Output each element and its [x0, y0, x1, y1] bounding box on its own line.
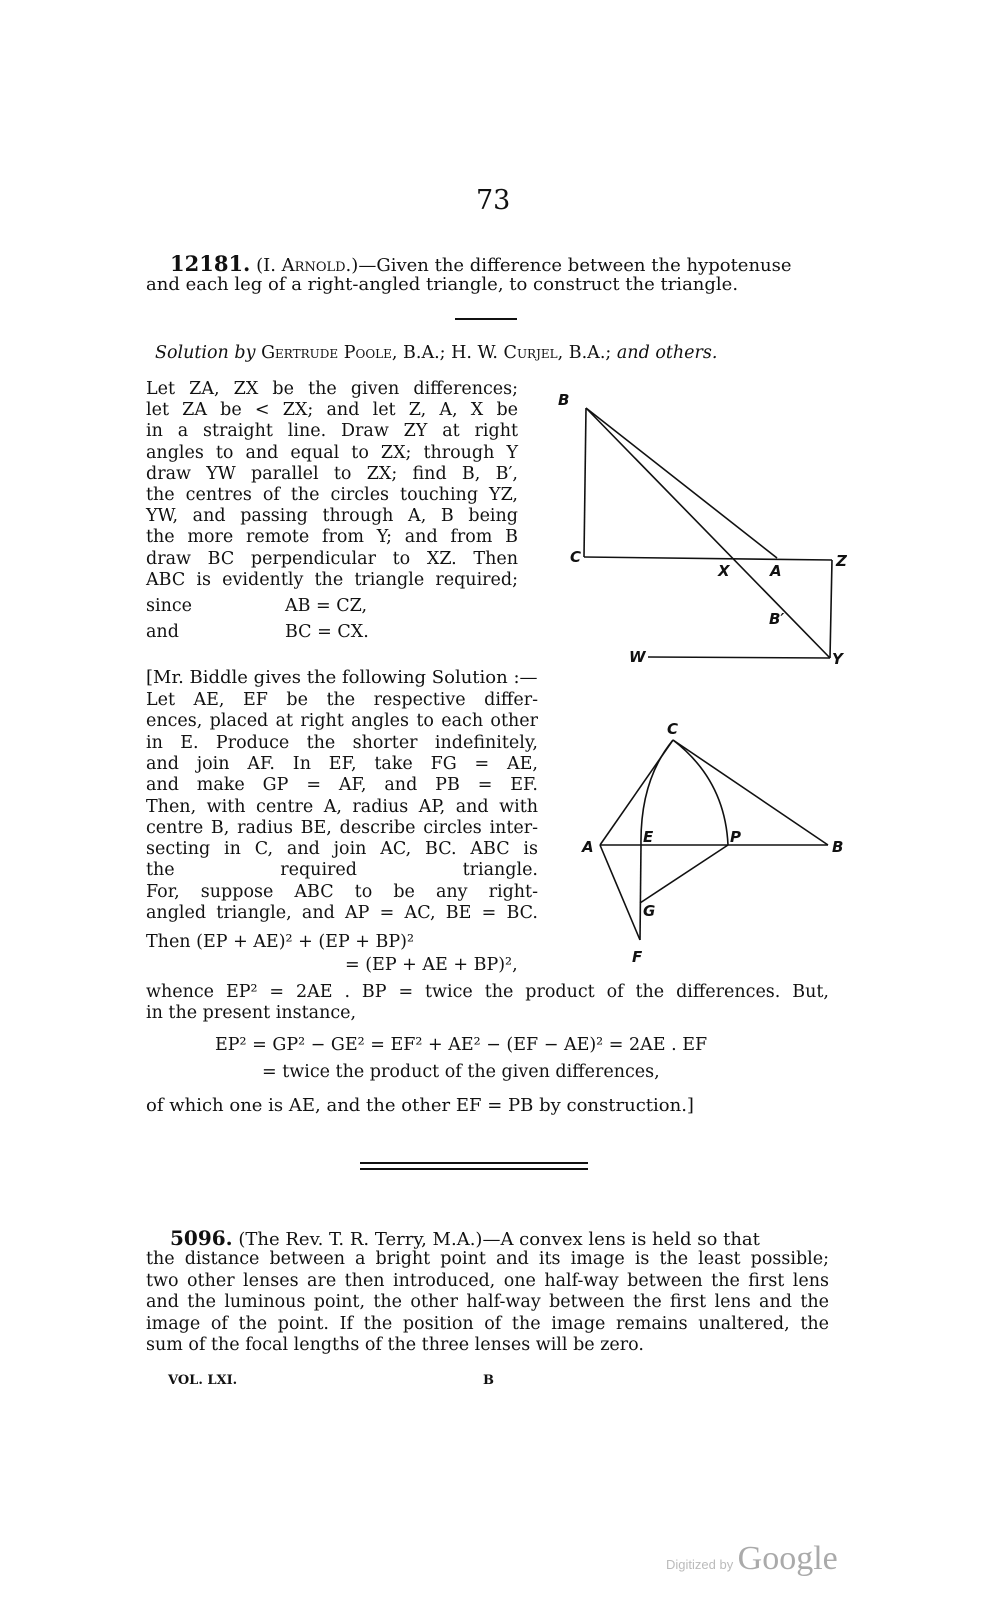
since-word: since [146, 596, 193, 616]
arc-centre-A [673, 740, 728, 845]
and-word: and [146, 622, 179, 642]
label-B: B [558, 391, 570, 409]
text-line: angles to and equal to ZX; through Y [146, 442, 518, 463]
label-C2: C [667, 720, 679, 738]
figure-2 [600, 740, 828, 940]
text-line: ABC is evidently the triangle required; [146, 569, 518, 590]
equation-line: EP² = GP² − GE² = EF² + AE² − (EF − AE)² = 2AE . EF [215, 1035, 708, 1055]
label-X: X [718, 562, 730, 580]
text-line: ences, placed at right angles to each other [146, 711, 538, 732]
text-line: For, suppose ABC to be any right- [146, 881, 538, 902]
solution-prefix: Solution by [155, 343, 256, 363]
watermark-brand: Google [737, 1540, 838, 1577]
watermark-prefix: Digitized by [666, 1557, 734, 1572]
line-AF [600, 845, 640, 940]
double-rule-top [360, 1162, 588, 1164]
text-line: YW, and passing through A, B being [146, 506, 518, 527]
text-line: the distance between a bright point and its image is the least possible; [146, 1249, 829, 1269]
line-GP [640, 845, 728, 903]
final-line: of which one is AE, and the other EF = PB by construction.] [146, 1095, 694, 1116]
text-line: Let AE, EF be the respective differ- [146, 690, 538, 710]
label-F: F [632, 948, 643, 966]
problem-text-2: and each leg of a right-angled triangle, to construct the triangle. [146, 274, 739, 295]
line-BA [586, 408, 777, 558]
text-line: and the luminous point, the other half-way between the first lens and the [146, 1292, 829, 1312]
volume-footer: VOL. LXI. [168, 1373, 238, 1388]
label-B2: B [832, 838, 844, 856]
problem-text-1: —Given the difference between the hypotenuse [358, 255, 792, 276]
equation-line-2: = twice the product of the given differences, [262, 1062, 660, 1082]
then-line-2: = (EP + AE + BP)², [345, 955, 518, 975]
text-line: let ZA be < ZX; and let Z, A, X be [146, 400, 518, 421]
line-BC [584, 408, 586, 557]
text-line: Then, with centre A, radius AP, and with [146, 796, 538, 817]
problem-author: (I. Arnold.) [256, 255, 359, 276]
text-line: draw BC perpendicular to XZ. Then [146, 548, 518, 569]
label-W: W [629, 648, 646, 666]
figure-1 [584, 408, 832, 658]
text-line: angled triangle, and AP = AC, BE = BC. [146, 903, 538, 923]
text-line: draw YW parallel to ZX; find B, B′, [146, 463, 518, 484]
google-watermark [666, 1540, 838, 1578]
text-line: and make GP = AF, and PB = EF. [146, 775, 538, 796]
label-E: E [643, 828, 654, 846]
problem-author-2: (The Rev. T. R. Terry, M.A.) [238, 1229, 483, 1250]
label-P: P [730, 828, 741, 846]
since-equation: AB = CZ, [285, 596, 368, 616]
double-rule-bottom [360, 1168, 588, 1170]
text-line: and join AF. In EF, take FG = AE, [146, 753, 538, 774]
line-EF [640, 845, 641, 940]
label-B-prime: B′ [769, 610, 785, 628]
line-BY [586, 408, 830, 658]
label-A: A [770, 562, 782, 580]
text-line: centre B, radius BE, describe circles inter- [146, 817, 538, 838]
text-line: the centres of the circles touching YZ, [146, 485, 518, 505]
solution-suffix: and others. [616, 343, 718, 363]
text-line: two other lenses are then introduced, one half-way between the first lens [146, 1270, 829, 1291]
text-line: Let ZA, ZX be the given differences; [146, 379, 518, 399]
problem-5096-heading [170, 1228, 830, 1251]
text-line: the more remote from Y; and from B [146, 527, 518, 548]
line-WY [648, 657, 830, 658]
label-Y: Y [832, 650, 843, 668]
text-line: in a straight line. Draw ZY at right [146, 421, 518, 442]
text-line: the required triangle. [146, 860, 538, 881]
text-line: image of the point. If the position of the image remains unaltered, the [146, 1313, 829, 1334]
label-A2: A [582, 838, 594, 856]
page-number: 73 [476, 185, 511, 216]
label-C: C [570, 548, 582, 566]
problem-number-2: 5096. [170, 1226, 233, 1250]
line-CB [673, 740, 828, 845]
signature-mark: B [483, 1373, 494, 1388]
text-line: sum of the focal lengths of the three lenses will be zero. [146, 1335, 644, 1355]
biddle-intro: [Mr. Biddle gives the following Solution :— [146, 667, 538, 688]
text-line: secting in C, and join AC, BC. ABC is [146, 839, 538, 860]
problem-2-line: —A convex lens is held so that [482, 1229, 760, 1250]
label-G: G [643, 902, 656, 920]
solution-authors: Gertrude Poole, B.A.; H. W. Curjel, B.A.; [261, 343, 612, 363]
line-CZ [584, 557, 832, 560]
present-line: in the present instance, [146, 1003, 357, 1023]
and-equation: BC = CX. [285, 622, 369, 642]
line-ZY [830, 560, 832, 658]
label-Z: Z [836, 552, 847, 570]
whence-line: whence EP² = 2AE . BP = twice the product of the differences. But, [146, 982, 829, 1002]
then-line: Then (EP + AE)² + (EP + BP)² [146, 932, 414, 952]
text-line: in E. Produce the shorter indefinitely, [146, 732, 538, 753]
problem-number: 12181. [170, 251, 251, 276]
